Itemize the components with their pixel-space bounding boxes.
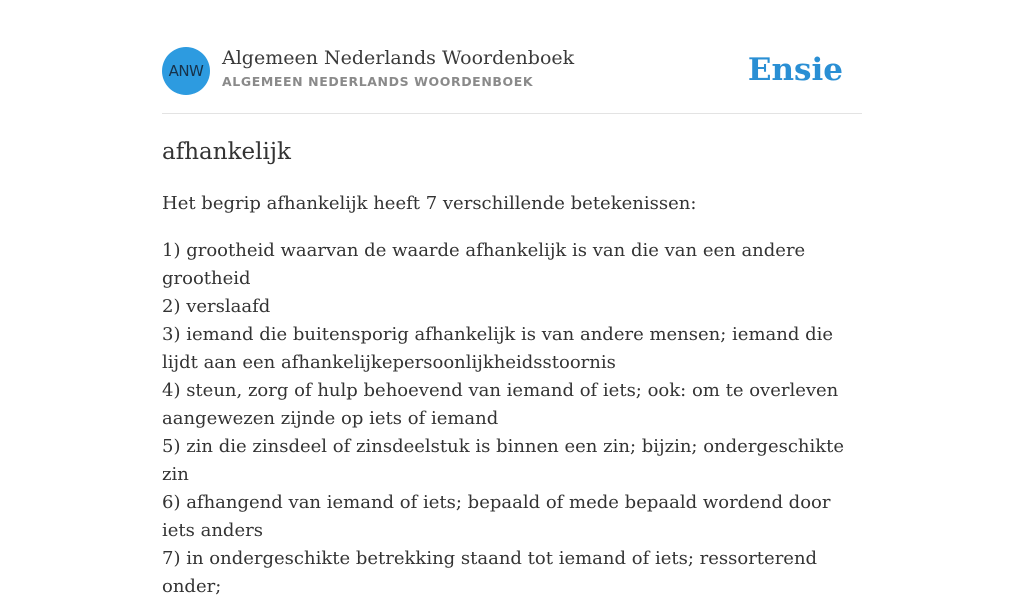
meaning-item: 4) steun, zorg of hulp behoevend van iemand of iets; ook: om te overleven aangewezen zijnde op iets of iemand: [162, 380, 839, 429]
page: [162, 0, 862, 597]
anw-logo[interactable]: ANW: [162, 47, 210, 95]
meaning-item: 1) grootheid waarvan de waarde afhankelijk is van die van een andere grootheid: [162, 240, 806, 289]
meanings-list: [162, 237, 862, 601]
meaning-item: 5) zin die zinsdeel of zinsdeelstuk is binnen een zin; bijzin; ondergeschikte zin: [162, 436, 845, 485]
meaning-item: 3) iemand die buitensporig afhankelijk is van andere mensen; iemand die lijdt aan een afhankelijkepersoonlijkheidsstoornis: [162, 324, 834, 373]
ensie-brand-logo[interactable]: Ensie: [747, 52, 843, 88]
header: [162, 46, 862, 96]
entry-word-title: afhankelijk: [162, 139, 291, 165]
meaning-item: 2) verslaafd: [162, 296, 271, 317]
site-subtitle: ALGEMEEN NEDERLANDS WOORDENBOEK: [222, 74, 534, 89]
entry-intro: Het begrip afhankelijk heeft 7 verschillende betekenissen:: [162, 193, 697, 214]
meaning-item: 7) in ondergeschikte betrekking staand tot iemand of iets; ressorterend onder;: [162, 548, 818, 597]
header-divider: [162, 113, 862, 114]
site-title[interactable]: Algemeen Nederlands Woordenboek: [222, 47, 575, 69]
meaning-item: 6) afhangend van iemand of iets; bepaald of mede bepaald wordend door iets anders: [162, 492, 831, 541]
